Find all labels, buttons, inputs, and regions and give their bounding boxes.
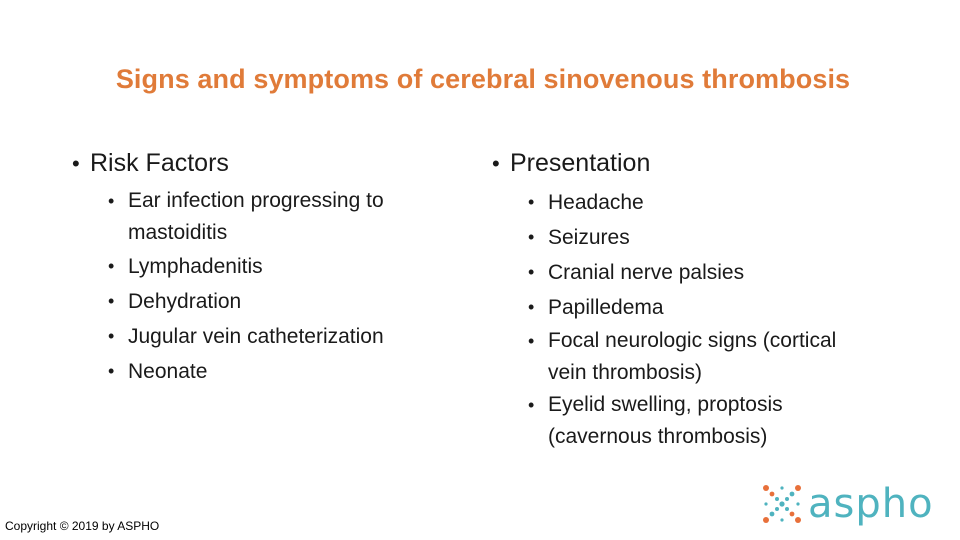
list-item-text: Lymphadenitis [128, 255, 263, 278]
list-item-text: Seizures [548, 226, 630, 249]
bullet-icon: • [72, 151, 80, 176]
bullet-icon: • [528, 297, 535, 317]
presentation-heading-label: Presentation [510, 149, 651, 177]
list-item [108, 249, 472, 284]
list-item [108, 354, 472, 389]
aspho-logo [760, 482, 934, 526]
aspho-logo-icon [760, 482, 804, 526]
bullet-icon: • [108, 191, 115, 211]
list-item-text: Jugular vein catheterization [128, 325, 384, 348]
bullet-icon: • [528, 262, 535, 282]
list-item-text: Papilledema [548, 296, 664, 319]
list-item [528, 220, 932, 255]
risk-factors-column [72, 146, 472, 389]
list-item-text: Focal neurologic signs (cortical vein thrombosis) [548, 329, 837, 384]
list-item [528, 325, 932, 389]
bullet-icon: • [528, 227, 535, 247]
bullet-icon: • [528, 395, 535, 415]
bullet-icon: • [108, 361, 115, 381]
presentation-column [492, 146, 932, 453]
list-item [108, 185, 472, 249]
list-item-text: Dehydration [128, 290, 242, 313]
risk-factors-list [72, 185, 472, 389]
aspho-logo-text: aspho [808, 481, 934, 527]
risk-factors-heading-label: Risk Factors [90, 149, 229, 177]
list-item-text: Ear infection progressing to mastoiditis [128, 189, 384, 244]
bullet-icon: • [108, 326, 115, 346]
list-item [108, 284, 472, 319]
bullet-icon: • [492, 151, 500, 176]
bullet-icon: • [528, 331, 535, 351]
list-item [108, 319, 472, 354]
list-item [528, 185, 932, 220]
bullet-icon: • [108, 256, 115, 276]
list-item-text: Headache [548, 191, 644, 214]
risk-factors-heading [72, 146, 472, 181]
copyright-notice: Copyright © 2019 by ASPHO [5, 519, 160, 533]
slide-title: Signs and symptoms of cerebral sinovenous thrombosis [115, 64, 851, 94]
list-item-text: Neonate [128, 360, 208, 383]
list-item-text: Eyelid swelling, proptosis (cavernous thrombosis) [548, 393, 783, 448]
list-item [528, 290, 932, 325]
presentation-list [492, 185, 932, 453]
presentation-heading [492, 146, 932, 181]
list-item [528, 389, 932, 453]
bullet-icon: • [528, 192, 535, 212]
bullet-icon: • [108, 291, 115, 311]
list-item-text: Cranial nerve palsies [548, 261, 745, 284]
list-item [528, 255, 932, 290]
